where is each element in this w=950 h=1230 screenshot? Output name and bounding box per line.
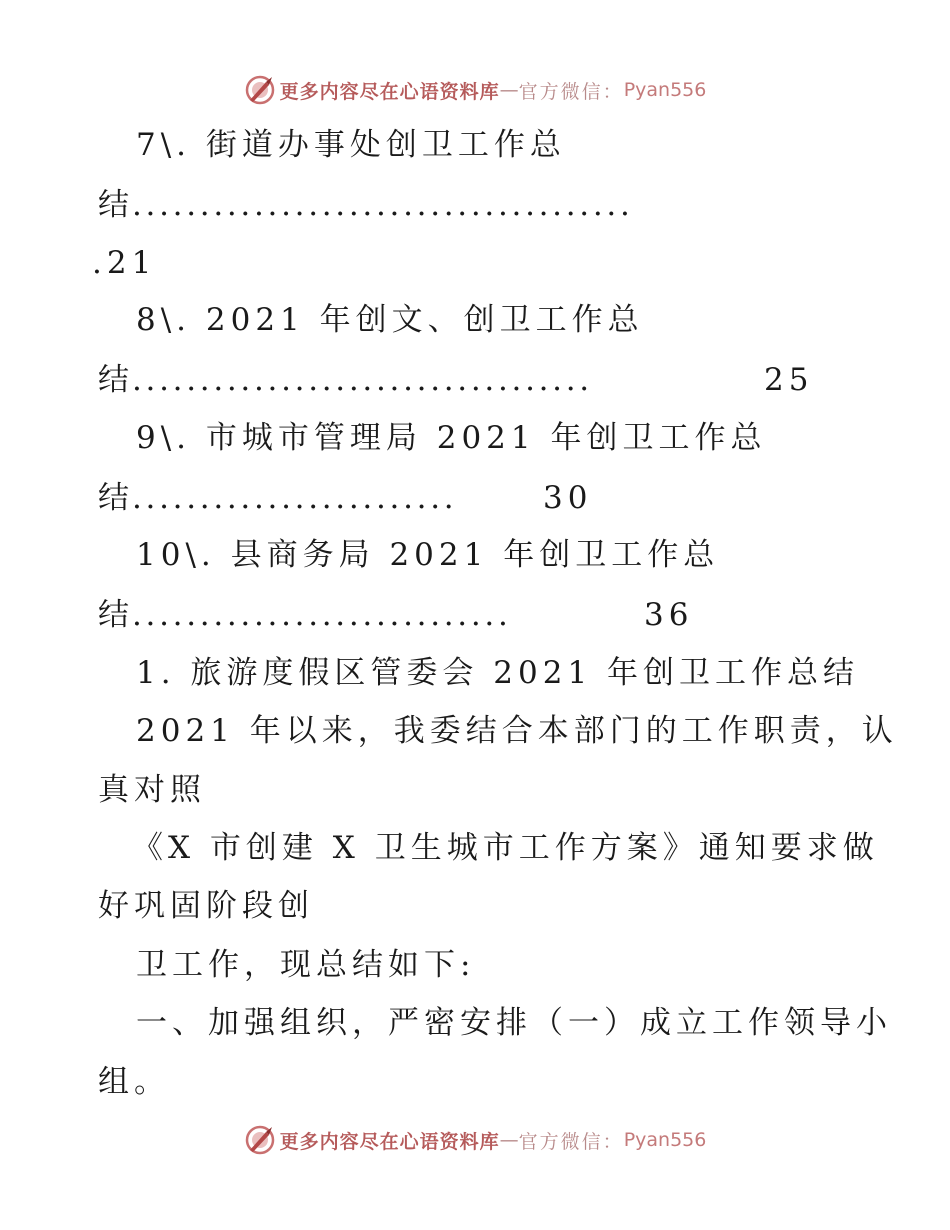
- watermark-wechat-id: Pyan556: [623, 1129, 707, 1151]
- footer-watermark: [0, 1120, 950, 1160]
- body-paragraph-line: 好巩固阶段创: [98, 888, 314, 924]
- toc-entry-title: 7\. 街道办事处创卫工作总: [136, 127, 566, 163]
- watermark-dash: —: [499, 79, 519, 101]
- toc-leader-dots: ........................: [132, 480, 458, 516]
- quill-logo-icon: [244, 1124, 276, 1156]
- toc-page-number: 25: [764, 362, 814, 398]
- watermark-text: 更多内容尽在心语资料库: [279, 80, 500, 103]
- body-paragraph-line: 卫工作，现总结如下:: [136, 947, 476, 983]
- body-paragraph-line: 《X 市创建 X 卫生城市工作方案》通知要求做: [132, 830, 879, 866]
- subsection-heading: 一、加强组织，严密安排（一）成立工作领导小: [136, 1005, 892, 1041]
- watermark-text: 更多内容尽在心语资料库: [279, 1130, 500, 1153]
- toc-entry-title: 10\. 县商务局 2021 年创卫工作总: [136, 537, 720, 573]
- quill-logo-icon: [244, 74, 276, 106]
- toc-entry-title: 9\. 市城市管理局 2021 年创卫工作总: [136, 420, 767, 456]
- toc-entry-title-cont: 结: [98, 362, 134, 398]
- watermark-wechat-id: Pyan556: [623, 79, 707, 101]
- header-watermark: [0, 70, 950, 110]
- toc-entry-title: 8\. 2021 年创文、创卫工作总: [136, 302, 644, 338]
- toc-page-number: 30: [543, 480, 593, 516]
- section-heading: 1. 旅游度假区管委会 2021 年创卫工作总结: [136, 655, 860, 691]
- watermark-wechat-label: 官方微信：: [518, 80, 624, 103]
- toc-page-number: .21: [92, 245, 157, 281]
- toc-entry-title-cont: 结: [98, 187, 134, 223]
- toc-leader-dots: ..................................: [132, 362, 593, 398]
- toc-leader-dots: ............................: [132, 597, 512, 633]
- body-paragraph-line: 组。: [98, 1064, 170, 1100]
- watermark-wechat-label: 官方微信：: [518, 1130, 624, 1153]
- body-paragraph-line: 真对照: [98, 772, 206, 808]
- toc-entry-title-cont: 结: [98, 480, 134, 516]
- toc-leader-dots: .....................................: [132, 187, 634, 223]
- toc-entry-title-cont: 结: [98, 597, 134, 633]
- body-paragraph-line: 2021 年以来，我委结合本部门的工作职责，认: [136, 713, 898, 749]
- toc-page-number: 36: [644, 597, 694, 633]
- watermark-dash: —: [499, 1129, 519, 1151]
